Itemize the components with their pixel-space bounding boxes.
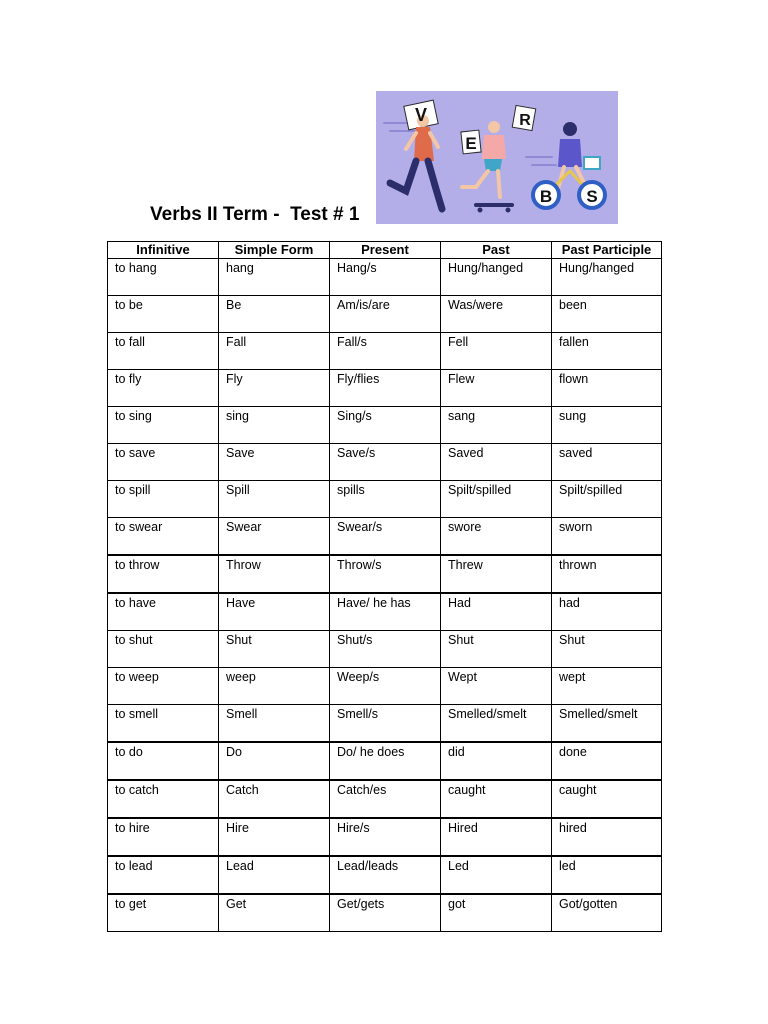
table-row (108, 407, 662, 444)
table-cell: Fall/s (330, 333, 441, 370)
table-cell: Smelled/smelt (441, 705, 552, 743)
table-cell: done (552, 742, 662, 780)
table-cell: hired (552, 818, 662, 856)
table-header-row (108, 242, 662, 259)
table-row (108, 259, 662, 296)
table-cell: Spilt/spilled (441, 481, 552, 518)
table-cell: Do/ he does (330, 742, 441, 780)
table-cell: thrown (552, 555, 662, 593)
table-row (108, 668, 662, 705)
banner-letter-b: B (539, 187, 553, 206)
column-header: Infinitive (108, 242, 219, 259)
table-cell: caught (441, 780, 552, 818)
table-cell: Swear (219, 518, 330, 556)
table-cell: to save (108, 444, 219, 481)
table-cell: Save (219, 444, 330, 481)
table-cell: sung (552, 407, 662, 444)
table-cell: Swear/s (330, 518, 441, 556)
table-cell: Shut/s (330, 631, 441, 668)
table-cell: Fall (219, 333, 330, 370)
table-cell: Lead/leads (330, 856, 441, 894)
table-cell: fallen (552, 333, 662, 370)
table-cell: Shut (219, 631, 330, 668)
table-cell: Weep/s (330, 668, 441, 705)
table-cell: Shut (441, 631, 552, 668)
banner-letter-r: R (519, 112, 531, 129)
table-cell: Do (219, 742, 330, 780)
table-row (108, 296, 662, 333)
table-row (108, 705, 662, 743)
table-cell: weep (219, 668, 330, 705)
table-row (108, 333, 662, 370)
table-cell: wept (552, 668, 662, 705)
table-cell: to sing (108, 407, 219, 444)
table-cell: spills (330, 481, 441, 518)
table-cell: Am/is/are (330, 296, 441, 333)
table-row (108, 780, 662, 818)
column-header: Past Participle (552, 242, 662, 259)
table-cell: Flew (441, 370, 552, 407)
table-cell: Get/gets (330, 894, 441, 932)
table-cell: Hang/s (330, 259, 441, 296)
table-cell: Got/gotten (552, 894, 662, 932)
table-cell: to weep (108, 668, 219, 705)
table-cell: Have/ he has (330, 593, 441, 631)
table-cell: to hire (108, 818, 219, 856)
table-cell: Be (219, 296, 330, 333)
table-cell: Shut (552, 631, 662, 668)
table-cell: Lead (219, 856, 330, 894)
table-cell: to fall (108, 333, 219, 370)
table-cell: to lead (108, 856, 219, 894)
table-row (108, 894, 662, 932)
table-cell: to fly (108, 370, 219, 407)
banner-letter-e: E (465, 134, 477, 153)
table-cell: to throw (108, 555, 219, 593)
table-cell: swore (441, 518, 552, 556)
table-cell: Fell (441, 333, 552, 370)
table-row (108, 518, 662, 556)
table-cell: Hire/s (330, 818, 441, 856)
table-cell: Hung/hanged (441, 259, 552, 296)
table-cell: Throw (219, 555, 330, 593)
table-cell: Threw (441, 555, 552, 593)
table-cell: Spill (219, 481, 330, 518)
table-cell: sworn (552, 518, 662, 556)
table-row (108, 555, 662, 593)
table-row (108, 481, 662, 518)
table-cell: Have (219, 593, 330, 631)
column-header: Simple Form (219, 242, 330, 259)
table-cell: to shut (108, 631, 219, 668)
table-cell: to do (108, 742, 219, 780)
table-cell: had (552, 593, 662, 631)
table-cell: Throw/s (330, 555, 441, 593)
table-row (108, 818, 662, 856)
verbs-illustration (376, 91, 618, 224)
table-cell: to catch (108, 780, 219, 818)
table-cell: to smell (108, 705, 219, 743)
table-cell: Wept (441, 668, 552, 705)
table-row (108, 856, 662, 894)
table-cell: sing (219, 407, 330, 444)
table-cell: hang (219, 259, 330, 296)
table-cell: to get (108, 894, 219, 932)
table-cell: Fly/flies (330, 370, 441, 407)
table-cell: led (552, 856, 662, 894)
table-row (108, 370, 662, 407)
table-cell: caught (552, 780, 662, 818)
table-cell: to swear (108, 518, 219, 556)
column-header: Past (441, 242, 552, 259)
table-cell: Had (441, 593, 552, 631)
table-cell: Spilt/spilled (552, 481, 662, 518)
table-cell: got (441, 894, 552, 932)
table-cell: Hung/hanged (552, 259, 662, 296)
table-cell: Led (441, 856, 552, 894)
table-cell: did (441, 742, 552, 780)
table-cell: to spill (108, 481, 219, 518)
table-row (108, 593, 662, 631)
table-cell: Catch/es (330, 780, 441, 818)
table-cell: Get (219, 894, 330, 932)
table-cell: Catch (219, 780, 330, 818)
table-cell: saved (552, 444, 662, 481)
table-cell: been (552, 296, 662, 333)
table-cell: Fly (219, 370, 330, 407)
table-cell: to hang (108, 259, 219, 296)
table-cell: flown (552, 370, 662, 407)
column-header: Present (330, 242, 441, 259)
table-cell: to have (108, 593, 219, 631)
table-row (108, 631, 662, 668)
table-cell: Hire (219, 818, 330, 856)
table-row (108, 742, 662, 780)
table-cell: Saved (441, 444, 552, 481)
table-cell: sang (441, 407, 552, 444)
table-cell: Smell (219, 705, 330, 743)
table-cell: Smell/s (330, 705, 441, 743)
table-cell: Save/s (330, 444, 441, 481)
table-cell: Sing/s (330, 407, 441, 444)
page-title: Verbs II Term - Test # 1 (150, 204, 360, 225)
table-cell: to be (108, 296, 219, 333)
table-row (108, 444, 662, 481)
banner-letter-v: V (414, 105, 428, 125)
banner-letter-s: S (586, 187, 598, 206)
table-cell: Hired (441, 818, 552, 856)
verbs-table (107, 241, 662, 932)
table-cell: Smelled/smelt (552, 705, 662, 743)
table-cell: Was/were (441, 296, 552, 333)
